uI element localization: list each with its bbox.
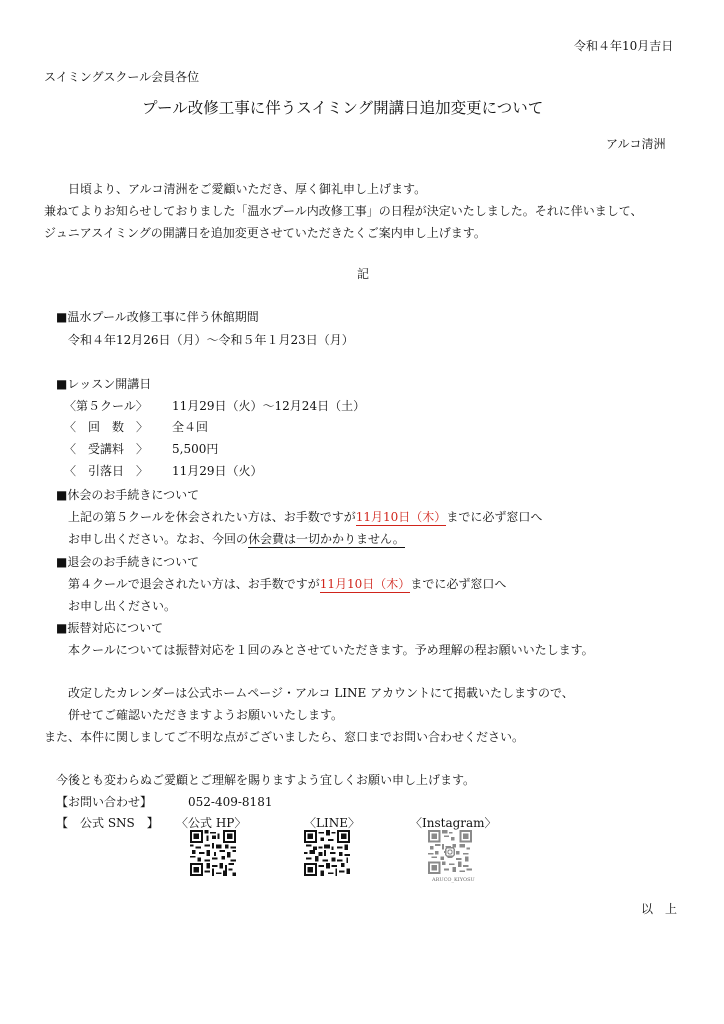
suspend-text-2: お申し出ください。なお、今回の [68, 532, 249, 546]
sns-hp-label: 〈公式 HP〉 [176, 816, 247, 830]
makeup-heading: ■振替対応について [56, 621, 164, 635]
closure-heading: ■温水プール改修工事に伴う休館期間 [56, 310, 259, 324]
sns-label: 【 公式 SNS 】 [56, 816, 159, 830]
document-title: プール改修工事に伴うスイミング開講日追加変更について [142, 99, 544, 117]
withdraw-line-2: お申し出ください。 [68, 599, 177, 613]
document-date: 令和４年10月吉日 [574, 39, 674, 53]
suspend-fee-note: 休会費は一切かかりません。 [248, 532, 405, 546]
instagram-qr-code[interactable] [428, 830, 472, 874]
makeup-text: 本クールについては振替対応を１回のみとさせていただきます。予め理解の程お願いいたします。 [68, 643, 594, 657]
lesson-row-value: 5,500円 [172, 442, 219, 456]
lesson-row-value: 11月29日（火）～12月24日（土） [172, 399, 366, 413]
lesson-row-label: 〈第５クール〉 [64, 399, 148, 413]
withdraw-heading: ■退会のお手続きについて [56, 555, 200, 569]
instagram-caption: ARUCO_KIYOSU [432, 877, 475, 883]
sender: アルコ清洲 [606, 137, 666, 151]
contact-label: 【お問い合わせ】 [56, 795, 153, 809]
line-qr-code[interactable] [304, 830, 350, 876]
lesson-row-value: 11月29日（火） [172, 464, 263, 478]
intro-line-3: ジュニアスイミングの開講日を追加変更させていただきたくご案内申し上げます。 [44, 226, 486, 240]
notice-line-1: 改定したカレンダーは公式ホームページ・アルコ LINE アカウントにて掲載いたしますので、 [68, 686, 574, 700]
notice-line-2: 併せてご確認いただきますようお願いいたします。 [68, 708, 344, 722]
closing-line: 今後とも変わらぬご愛顧とご理解を賜りますよう宜しくお願い申し上げます。 [56, 773, 476, 787]
hp-qr-code[interactable] [190, 830, 236, 876]
sns-line-label: 〈LINE〉 [304, 816, 360, 830]
lesson-row-label: 〈 回 数 〉 [64, 420, 149, 434]
suspend-line-1 [68, 511, 542, 523]
notice-line-3: また、本件に関しましてご不明な点がございましたら、窓口までお問い合わせください。 [44, 730, 525, 744]
sns-instagram-label: 〈Instagram〉 [410, 816, 497, 830]
lesson-heading: ■レッスン開講日 [56, 377, 152, 391]
lesson-row-value: 全４回 [172, 420, 209, 434]
suspend-text-post: までに必ず窓口へ [446, 510, 543, 524]
end-mark: 以 上 [641, 902, 678, 916]
addressee: スイミングスクール会員各位 [44, 70, 200, 84]
intro-line-2: 兼ねてよりお知らせしておりました「温水プール内改修工事」の日程が決定いたしました。それに伴いまして、 [44, 204, 643, 218]
closure-period: 令和４年12月26日（月）～令和５年１月23日（月） [68, 333, 354, 347]
suspend-text: 上記の第５クールを休会されたい方は、お手数ですが [68, 510, 356, 524]
suspend-heading: ■休会のお手続きについて [56, 488, 200, 502]
lesson-row-label: 〈 引落日 〉 [64, 464, 149, 478]
intro-line-1: 日頃より、アルコ清洲をご愛顧いただき、厚く御礼申し上げます。 [68, 182, 427, 196]
suspend-deadline: 11月10日（木） [355, 510, 447, 524]
withdraw-text: 第４クールで退会されたい方は、お手数ですが [68, 577, 320, 591]
withdraw-line-1 [68, 578, 506, 590]
ki-mark: 記 [357, 267, 370, 281]
withdraw-deadline: 11月10日（木） [319, 577, 411, 591]
suspend-line-2 [68, 533, 405, 545]
lesson-row-label: 〈 受講料 〉 [64, 442, 149, 456]
withdraw-text-post: までに必ず窓口へ [410, 577, 507, 591]
contact-phone: 052-409-8181 [188, 795, 273, 809]
